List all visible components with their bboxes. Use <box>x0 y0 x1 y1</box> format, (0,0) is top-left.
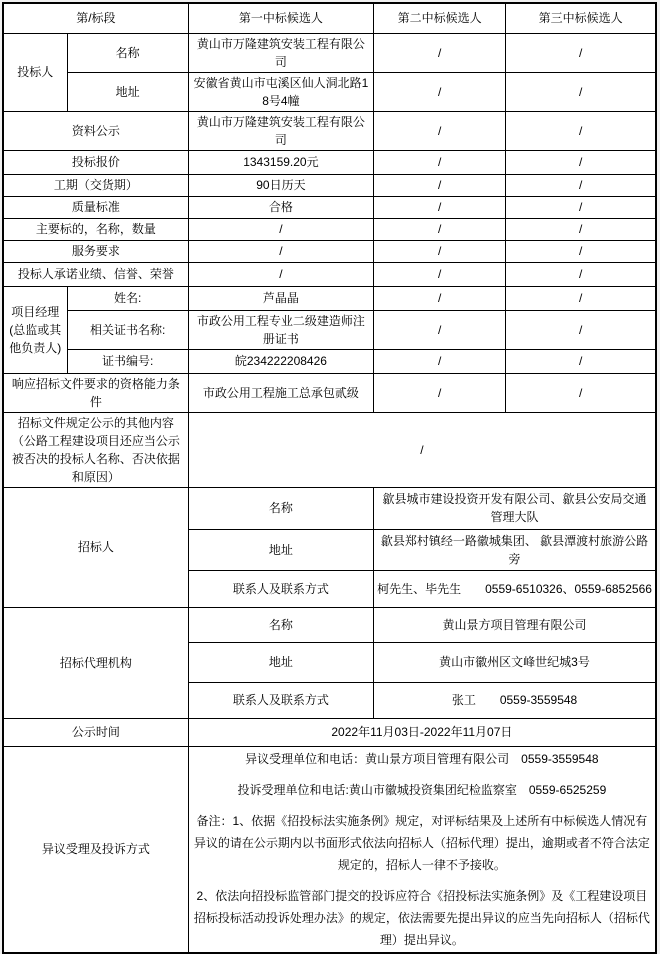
row-value-first: / <box>188 262 373 286</box>
row-value-second: / <box>374 111 506 150</box>
qualification-value: 市政公用工程施工总承包贰级 <box>188 373 373 412</box>
row-value-second: / <box>374 174 506 196</box>
header-section-label: 第/标段 <box>3 3 188 33</box>
manager-name-value: 芦晶晶 <box>188 286 373 310</box>
tenderer-name-row <box>3 487 656 529</box>
publicity-time-row <box>3 718 656 746</box>
agency-name-value: 黄山景方项目管理有限公司 <box>374 607 656 642</box>
row-value-second: / <box>374 240 506 262</box>
row-label: 投标报价 <box>3 150 188 174</box>
qualification-third: / <box>506 373 656 412</box>
table-row-service <box>3 240 656 262</box>
objection-line-1: 异议受理单位和电话：黄山景方项目管理有限公司 0559-3559548 <box>245 751 599 766</box>
tenderer-contact-value: 柯先生、毕先生 0559-6510326、0559-6852566 <box>374 570 656 607</box>
manager-certno-third: / <box>506 349 656 373</box>
header-first-candidate: 第一中标候选人 <box>188 3 373 33</box>
manager-name-label: 姓名: <box>67 286 188 310</box>
header-second-candidate: 第二中标候选人 <box>374 3 506 33</box>
manager-name-third: / <box>506 286 656 310</box>
manager-name-second: / <box>374 286 506 310</box>
row-value-first: 90日历天 <box>188 174 373 196</box>
bidder-name-value: 黄山市万隆建筑安装工程有限公司 <box>188 33 373 72</box>
row-value-second: / <box>374 262 506 286</box>
header-third-candidate: 第三中标候选人 <box>506 3 656 33</box>
row-value-third: / <box>506 150 656 174</box>
manager-certno-value: 皖234222208426 <box>188 349 373 373</box>
agency-addr-value: 黄山市徽州区文峰世纪城3号 <box>374 642 656 682</box>
row-value-third: / <box>506 218 656 240</box>
row-label: 投标人承诺业绩、信誉、荣誉 <box>3 262 188 286</box>
manager-cert-value: 市政公用工程专业二级建造师注册证书 <box>188 310 373 349</box>
agency-addr-label: 地址 <box>188 642 373 682</box>
bidder-addr-second: / <box>374 72 506 111</box>
manager-name-row <box>3 286 656 310</box>
qualification-row <box>3 373 656 412</box>
manager-certno-label: 证书编号: <box>67 349 188 373</box>
row-label: 资料公示 <box>3 111 188 150</box>
bidder-addr-value: 安徽省黄山市屯溪区仙人洞北路18号4幢 <box>188 72 373 111</box>
bidder-name-second: / <box>374 33 506 72</box>
objection-note-1: 备注：1、依据《招投标法实施条例》规定，对评标结果及上述所有中标候选人情况有异议的请在公示期内以书面形式依法向招标人（招标代理）提出，逾期或者不符合法定规定的，招标人一律不予接收。 <box>193 813 650 872</box>
row-value-second: / <box>374 196 506 218</box>
agency-contact-label: 联系人及联系方式 <box>188 682 373 718</box>
qualification-second: / <box>374 373 506 412</box>
agency-name-label: 名称 <box>188 607 373 642</box>
agency-name-row <box>3 607 656 642</box>
row-value-first: 合格 <box>188 196 373 218</box>
bidder-group-label: 投标人 <box>3 33 67 111</box>
manager-group-label: 项目经理(总监或其他负责人) <box>3 286 67 373</box>
header-row <box>3 3 656 33</box>
table-row-promise <box>3 262 656 286</box>
manager-certno-second: / <box>374 349 506 373</box>
tenderer-contact-label: 联系人及联系方式 <box>188 570 373 607</box>
bidder-name-row <box>3 33 656 72</box>
tenderer-addr-value: 歙县郑村镇经一路徽城集团、 歙县潭渡村旅游公路旁 <box>374 529 656 570</box>
row-value-third: / <box>506 111 656 150</box>
tenderer-addr-label: 地址 <box>188 529 373 570</box>
row-value-first: 黄山市万隆建筑安装工程有限公司 <box>188 111 373 150</box>
other-content-value: / <box>188 412 656 487</box>
table-row-main-subject <box>3 218 656 240</box>
manager-cert-third: / <box>506 310 656 349</box>
row-value-third: / <box>506 174 656 196</box>
other-content-row <box>3 412 656 487</box>
bid-candidates-table <box>2 2 657 954</box>
objection-content <box>188 746 656 953</box>
objection-row <box>3 746 656 953</box>
agency-group-label: 招标代理机构 <box>3 607 188 718</box>
agency-contact-value: 张工 0559-3559548 <box>374 682 656 718</box>
bidder-addr-third: / <box>506 72 656 111</box>
objection-note-2: 2、依法向招投标监管部门提交的投诉应符合《招投标法实施条例》及《工程建设项目招标投标活动投诉处理办法》的规定，依法需要先提出异议的应当先向招标人（招标代理）提出异议。 <box>193 888 650 947</box>
tenderer-group-label: 招标人 <box>3 487 188 607</box>
tenderer-name-label: 名称 <box>188 487 373 529</box>
tenderer-name-value: 歙县城市建设投资开发有限公司、歙县公安局交通管理大队 <box>374 487 656 529</box>
manager-cert-second: / <box>374 310 506 349</box>
table-row-duration <box>3 174 656 196</box>
qualification-label: 响应招标文件要求的资格能力条件 <box>3 373 188 412</box>
table-row-quality <box>3 196 656 218</box>
row-label: 主要标的，名称，数量 <box>3 218 188 240</box>
bidder-name-label: 名称 <box>67 33 188 72</box>
row-value-first: / <box>188 218 373 240</box>
other-content-label: 招标文件规定公示的其他内容（公路工程建设项目还应当公示被否决的投标人名称、否决依据和原因） <box>3 412 188 487</box>
row-value-third: / <box>506 240 656 262</box>
bidder-addr-row <box>3 72 656 111</box>
objection-line-2: 投诉受理单位和电话:黄山市徽城投资集团纪检监察室 0559-6525259 <box>237 782 607 797</box>
row-label: 质量标准 <box>3 196 188 218</box>
row-value-first: / <box>188 240 373 262</box>
manager-cert-label: 相关证书名称: <box>67 310 188 349</box>
row-value-first: 1343159.20元 <box>188 150 373 174</box>
row-label: 工期（交货期） <box>3 174 188 196</box>
bidder-name-third: / <box>506 33 656 72</box>
row-value-second: / <box>374 150 506 174</box>
table-row-data-publicity <box>3 111 656 150</box>
table-row-bid-price <box>3 150 656 174</box>
row-value-third: / <box>506 262 656 286</box>
row-value-second: / <box>374 218 506 240</box>
objection-label: 异议受理及投诉方式 <box>3 746 188 953</box>
manager-certno-row <box>3 349 656 373</box>
bidder-addr-label: 地址 <box>67 72 188 111</box>
row-label: 服务要求 <box>3 240 188 262</box>
row-value-third: / <box>506 196 656 218</box>
publicity-time-label: 公示时间 <box>3 718 188 746</box>
publicity-time-value: 2022年11月03日-2022年11月07日 <box>188 718 656 746</box>
manager-cert-row <box>3 310 656 349</box>
